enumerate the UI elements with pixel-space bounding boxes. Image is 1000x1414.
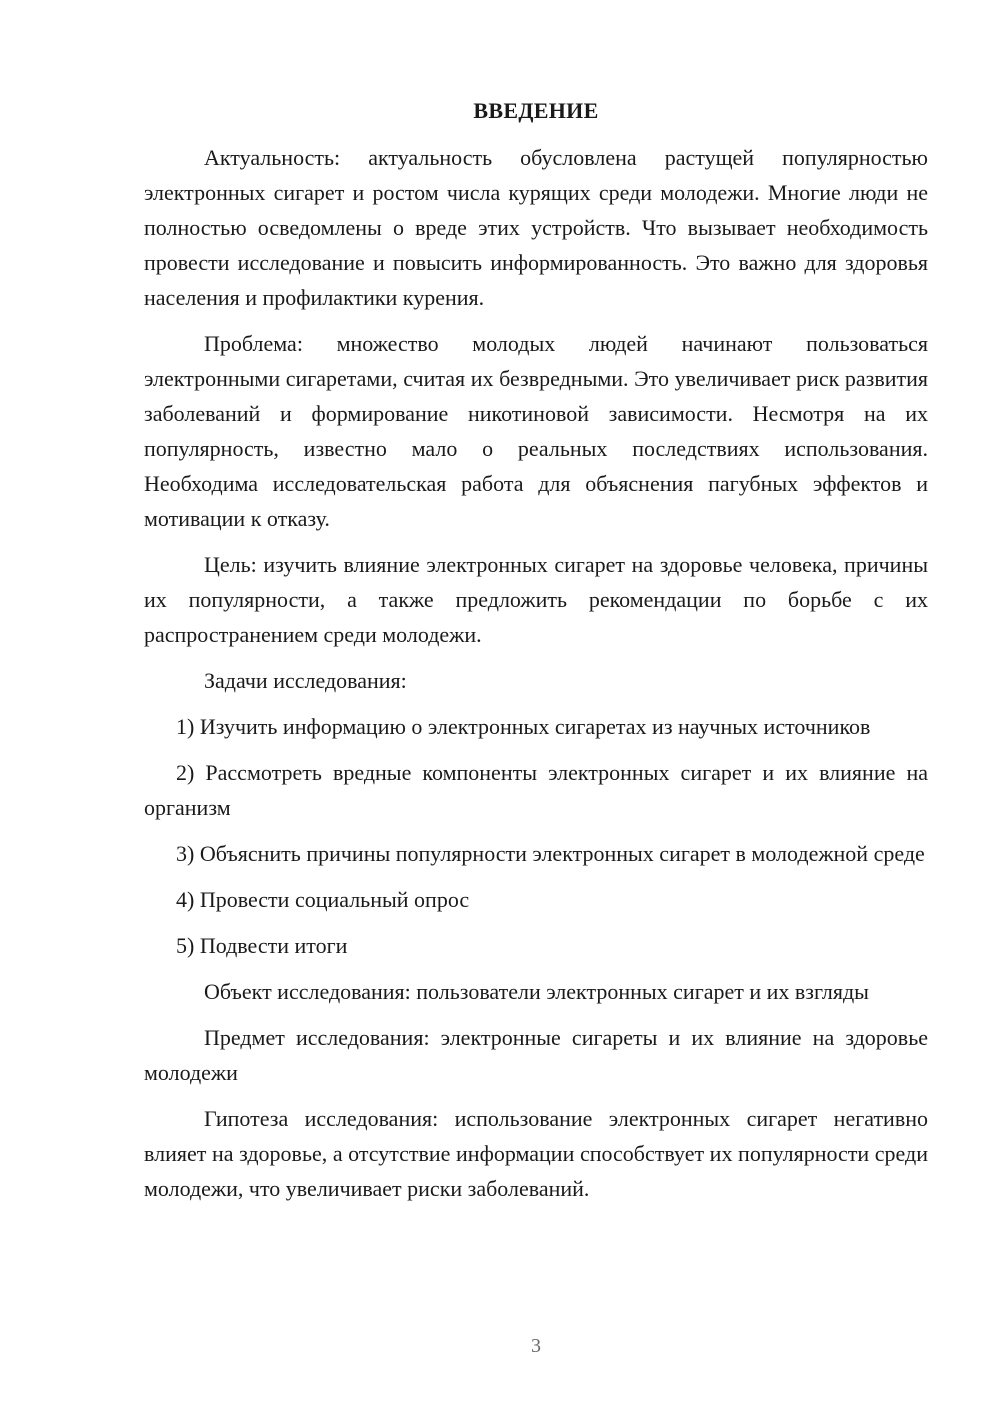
section-title: ВВЕДЕНИЕ [473, 98, 599, 123]
paragraph-problem: Проблема: множество молодых людей начинают пользоваться электронными сигаретами, считая их безвредными. Это увеличивает риск развития заболеваний и формирование никотиновой зависимости. Несмотря на их популярность, известно мало о реальных последствиях использования. Необходима исследовательская работа для объяснения пагубных эффектов и мотивации к отказу. [144, 331, 928, 531]
paragraph-object: Объект исследования: пользователи электронных сигарет и их взгляды [204, 979, 869, 1004]
task-item: 4) Провести социальный опрос [176, 887, 470, 912]
tasks-list [144, 709, 928, 963]
task-item: 3) Объяснить причины популярности электронных сигарет в молодежной среде [176, 841, 925, 866]
paragraph-goal: Цель: изучить влияние электронных сигарет на здоровье человека, причины их популярности, а также предложить рекомендации по борьбе с их распространением среди молодежи. [144, 552, 928, 647]
task-item: 2) Рассмотреть вредные компоненты электронных сигарет и их влияние на организм [144, 760, 928, 820]
paragraph-relevance: Актуальность: актуальность обусловлена растущей популярностью электронных сигарет и ростом числа курящих среди молодежи. Многие люди не полностью осведомлены о вреде этих устройств. Что вызывает необходимость провести исследование и повысить информированность. Это важно для здоровья населения и профилактики курения. [144, 145, 928, 310]
paragraph-subject: Предмет исследования: электронные сигареты и их влияние на здоровье молодежи [144, 1025, 928, 1085]
document-body [144, 96, 928, 1217]
task-item: 5) Подвести итоги [176, 933, 348, 958]
page-number: 3 [531, 1335, 541, 1357]
task-item: 1) Изучить информацию о электронных сигаретах из научных источников [176, 714, 871, 739]
paragraph-tasks-heading: Задачи исследования: [204, 668, 407, 693]
paragraph-hypothesis: Гипотеза исследования: использование электронных сигарет негативно влияет на здоровье, а отсутствие информации способствует их популярности среди молодежи, что увеличивает риски заболеваний. [144, 1106, 928, 1201]
